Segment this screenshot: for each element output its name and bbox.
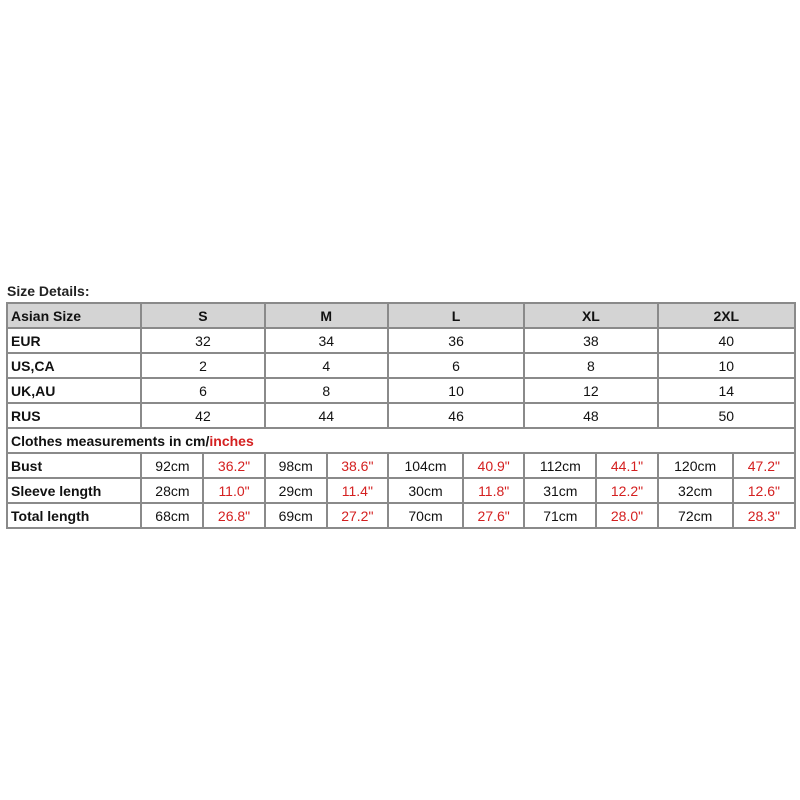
size-s: S: [141, 303, 264, 328]
table-cell: 8: [265, 378, 388, 403]
cm-cell: 104cm: [388, 453, 463, 478]
table-row: [7, 353, 795, 378]
table-cell: 40: [658, 328, 795, 353]
inch-cell: 11.8": [463, 478, 524, 503]
cm-cell: 120cm: [658, 453, 733, 478]
table-cell: 36: [388, 328, 524, 353]
table-row: [7, 453, 795, 478]
cm-cell: 70cm: [388, 503, 463, 528]
cm-cell: 72cm: [658, 503, 733, 528]
table-cell: 50: [658, 403, 795, 428]
measurements-title-prefix: Clothes measurements in cm/: [11, 432, 210, 449]
inch-cell: 28.3": [733, 503, 795, 528]
table-row: [7, 378, 795, 403]
size-2xl: 2XL: [658, 303, 795, 328]
inch-cell: 47.2": [733, 453, 795, 478]
table-cell: 32: [141, 328, 264, 353]
measurements-title-highlight: inches: [209, 432, 254, 449]
table-cell: 8: [524, 353, 657, 378]
table-row: [7, 478, 795, 503]
inch-cell: 27.6": [463, 503, 524, 528]
cm-cell: 30cm: [388, 478, 463, 503]
cm-cell: 112cm: [524, 453, 596, 478]
cm-cell: 28cm: [141, 478, 203, 503]
cm-cell: 98cm: [265, 453, 327, 478]
table-cell: 6: [388, 353, 524, 378]
row-label: US,CA: [7, 353, 141, 378]
cm-cell: 71cm: [524, 503, 596, 528]
table-cell: 4: [265, 353, 388, 378]
size-chart-table: [6, 302, 796, 529]
size-m: M: [265, 303, 388, 328]
cm-cell: 32cm: [658, 478, 733, 503]
measurements-section-row: [7, 428, 795, 453]
cm-cell: 69cm: [265, 503, 327, 528]
table-cell: 10: [388, 378, 524, 403]
cm-cell: 29cm: [265, 478, 327, 503]
inch-cell: 28.0": [596, 503, 657, 528]
inch-cell: 11.0": [203, 478, 264, 503]
row-label: Sleeve length: [7, 478, 141, 503]
table-cell: 44: [265, 403, 388, 428]
table-cell: 34: [265, 328, 388, 353]
inch-cell: 12.2": [596, 478, 657, 503]
row-label: EUR: [7, 328, 141, 353]
table-cell: 48: [524, 403, 657, 428]
table-row: [7, 403, 795, 428]
cm-cell: 31cm: [524, 478, 596, 503]
row-label: RUS: [7, 403, 141, 428]
inch-cell: 27.2": [327, 503, 388, 528]
inch-cell: 38.6": [327, 453, 388, 478]
cm-cell: 68cm: [141, 503, 203, 528]
size-l: L: [388, 303, 524, 328]
inch-cell: 12.6": [733, 478, 795, 503]
table-cell: 46: [388, 403, 524, 428]
inch-cell: 40.9": [463, 453, 524, 478]
table-cell: 14: [658, 378, 795, 403]
row-label: Total length: [7, 503, 141, 528]
header-label: Asian Size: [7, 303, 141, 328]
size-xl: XL: [524, 303, 657, 328]
table-cell: 12: [524, 378, 657, 403]
table-cell: 2: [141, 353, 264, 378]
row-label: UK,AU: [7, 378, 141, 403]
table-cell: 6: [141, 378, 264, 403]
table-row: [7, 328, 795, 353]
inch-cell: 26.8": [203, 503, 264, 528]
table-row: [7, 503, 795, 528]
measurements-title: [7, 428, 795, 453]
inch-cell: 11.4": [327, 478, 388, 503]
size-details-caption: Size Details:: [7, 283, 90, 299]
table-cell: 10: [658, 353, 795, 378]
table-cell: 38: [524, 328, 657, 353]
inch-cell: 44.1": [596, 453, 657, 478]
size-header-row: [7, 303, 795, 328]
table-cell: 42: [141, 403, 264, 428]
inch-cell: 36.2": [203, 453, 264, 478]
row-label: Bust: [7, 453, 141, 478]
cm-cell: 92cm: [141, 453, 203, 478]
